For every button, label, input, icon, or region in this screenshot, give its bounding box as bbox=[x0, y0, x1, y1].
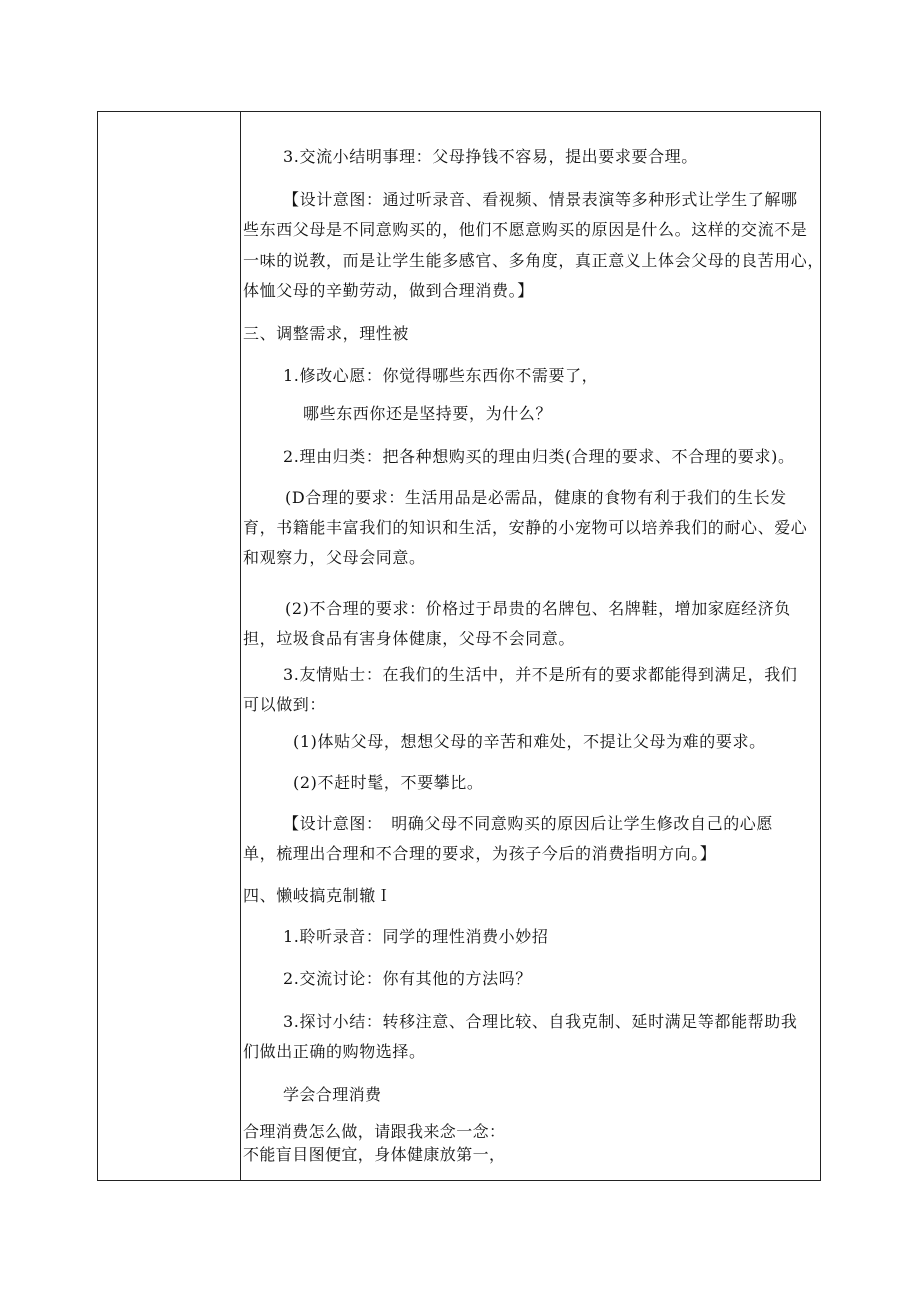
rhyme-line: 合理消费怎么做，请跟我来念一念： bbox=[243, 1122, 506, 1141]
text-line: 2.理由归类：把各种想购买的理由归类(合理的要求、不合理的要求)。 bbox=[283, 447, 795, 466]
text-line: 1.聆听录音：同学的理性消费小妙招 bbox=[283, 927, 549, 946]
text-line: (2)不合理的要求：价格过于昂贵的名牌包、名牌鞋，增加家庭经济负 bbox=[285, 599, 791, 618]
text-line: (2)不赶时髦，不要攀比。 bbox=[293, 773, 484, 792]
text-line: 担，垃圾食品有害身体健康，父母不会同意。 bbox=[243, 629, 576, 648]
rhyme-title: 学会合理消费 bbox=[283, 1085, 382, 1104]
text-line: (1)体贴父母，想想父母的辛苦和难处，不提让父母为难的要求。 bbox=[293, 732, 766, 751]
text-line: 单，梳理出合理和不合理的要求，为孩子今后的消费指明方向。】 bbox=[243, 844, 717, 863]
text-line: 1.修改心愿：你觉得哪些东西你不需要了， bbox=[283, 366, 599, 385]
text-line: 和观察力，父母会同意。 bbox=[243, 548, 426, 567]
text-line: 【设计意图：通过听录音、看视频、情景表演等多种形式让学生了解哪 bbox=[283, 190, 798, 209]
text-line: 3.交流小结明事理：父母挣钱不容易，提出要求要合理。 bbox=[283, 147, 698, 166]
text-line: 可以做到： bbox=[243, 695, 327, 714]
text-line: 3.探讨小结：转移注意、合理比较、自我克制、延时满足等都能帮助我 bbox=[283, 1012, 798, 1031]
text-line: 2.交流讨论：你有其他的方法吗？ bbox=[283, 969, 532, 988]
text-line: 些东西父母是不同意购买的，他们不愿意购买的原因是什么。这样的交流不是 bbox=[243, 220, 808, 239]
lesson-table bbox=[97, 111, 825, 1181]
rhyme-line: 不能盲目图便宜，身体健康放第一， bbox=[243, 1145, 506, 1164]
table-left-column bbox=[98, 112, 241, 1180]
text-line: 3.友情贴士：在我们的生活中，并不是所有的要求都能得到满足，我们 bbox=[283, 665, 798, 684]
section-heading: 三、调整需求，理性被 bbox=[243, 324, 410, 343]
text-line: 体恤父母的辛勤劳动，做到合理消费。】 bbox=[243, 281, 534, 300]
text-line: 哪些东西你还是坚持要，为什么？ bbox=[303, 404, 553, 423]
text-line: 育，书籍能丰富我们的知识和生活，安静的小宠物可以培养我们的耐心、爱心 bbox=[243, 518, 808, 537]
text-line: 一味的说教，而是让学生能多感官、多角度，真正意义上体会父母的良苦用心， bbox=[243, 251, 825, 270]
table-content-cell bbox=[241, 112, 825, 1180]
section-heading: 四、懒岐搞克制辙Ｉ bbox=[243, 886, 393, 905]
text-line: (D合理的要求：生活用品是必需品，健康的食物有利于我们的生长发 bbox=[285, 488, 787, 507]
text-line: 们做出正确的购物选择。 bbox=[243, 1042, 426, 1061]
text-line: 【设计意图： 明确父母不同意购买的原因后让学生修改自己的心愿 bbox=[283, 814, 774, 833]
